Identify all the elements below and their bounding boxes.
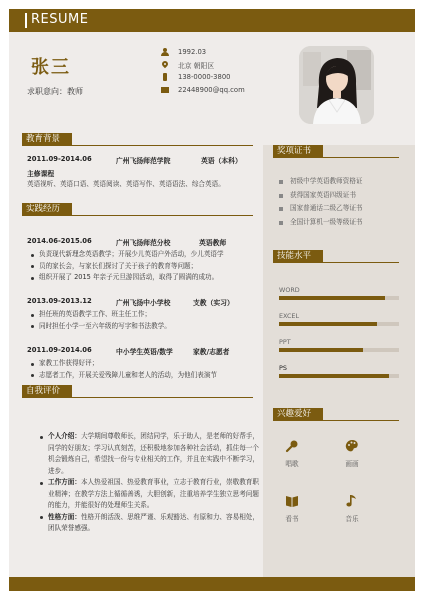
skill-label: PPT bbox=[279, 338, 291, 346]
contact-address bbox=[160, 59, 245, 72]
job-org: 广州飞扬师范分校 bbox=[116, 239, 171, 247]
evaluation-label: 性格方面： bbox=[48, 512, 81, 521]
email-text: 22448900@qq.com bbox=[178, 85, 245, 94]
list-item bbox=[38, 477, 260, 512]
list-item: 国家普通话二级乙等证书 bbox=[277, 202, 363, 216]
section-underline bbox=[22, 397, 253, 398]
skill-level-bar bbox=[279, 374, 389, 378]
section-underline bbox=[22, 145, 253, 146]
job-bullets bbox=[29, 309, 171, 332]
section-title: 教育背景 bbox=[22, 133, 72, 145]
list-item: 初级中学英语教师资格证 bbox=[277, 175, 363, 189]
list-item: 员的家长会，与家长们探讨了关于孩子的教育等问题； bbox=[29, 261, 224, 273]
section-underline bbox=[22, 215, 253, 216]
hobby-label: 画画 bbox=[345, 460, 359, 468]
job-entry-head bbox=[27, 237, 257, 246]
list-item bbox=[38, 512, 260, 535]
resume-page bbox=[9, 9, 415, 591]
job-entry-head bbox=[27, 346, 257, 355]
hobby-singing bbox=[272, 438, 312, 468]
skill-track bbox=[279, 296, 399, 300]
evaluation-label: 工作方面： bbox=[48, 478, 81, 486]
candidate-name: 张三 bbox=[31, 57, 71, 78]
portrait-illustration bbox=[299, 46, 374, 124]
courses-title: 主修课程 bbox=[27, 170, 55, 178]
list-item: 获得国家英语四级证书 bbox=[277, 189, 363, 203]
list-item: 担任班的英语教学工作、班主任工作； bbox=[29, 309, 171, 321]
skill-level-bar bbox=[279, 296, 385, 300]
skill-track bbox=[279, 348, 399, 352]
profile-photo bbox=[299, 46, 374, 124]
hobby-reading bbox=[272, 493, 312, 523]
skill-word bbox=[279, 286, 399, 300]
section-title: 技能水平 bbox=[273, 250, 323, 262]
list-item: 家教工作获得好评； bbox=[29, 358, 217, 370]
list-item bbox=[38, 431, 260, 477]
education-major: 英语（本科） bbox=[201, 157, 242, 165]
hobby-label: 唱歌 bbox=[285, 460, 299, 468]
contact-info bbox=[160, 46, 245, 96]
skill-track bbox=[279, 322, 399, 326]
bottom-banner bbox=[9, 577, 415, 591]
section-underline bbox=[273, 157, 399, 158]
job-role: 家教/志愿者 bbox=[193, 348, 230, 356]
job-entry-head bbox=[27, 297, 257, 306]
list-item: 组织开展了 2015 年亲子元旦游园活动，取得了圆满的成功。 bbox=[29, 272, 224, 284]
certificate-list bbox=[277, 175, 363, 229]
evaluation-text: 大学期间尊敬师长，团结同学，乐于助人，是老师的好帮手，同学的好朋友；学习认真刻苦，还积极地参加各种社会活动，抓住每一个机会锻炼自己，希望找一份与专业相关的工作，并且在实践中不断学习，进步。 bbox=[48, 432, 259, 475]
job-period: 2014.06-2015.06 bbox=[27, 237, 92, 245]
section-title: 自我评价 bbox=[22, 385, 72, 397]
contact-phone bbox=[160, 71, 245, 84]
list-item: 同时担任小学一至六年级的写字和书法教学。 bbox=[29, 321, 171, 333]
evaluation-label: 个人介绍： bbox=[48, 432, 81, 440]
hobby-music bbox=[332, 493, 372, 523]
skill-label: PS bbox=[279, 364, 287, 372]
job-bullets bbox=[29, 249, 224, 284]
section-title: 实践经历 bbox=[22, 203, 72, 215]
job-role: 英语教师 bbox=[199, 239, 227, 247]
list-item: 志愿者工作，开展关爱残障儿童和老人的活动，为他们表演节 bbox=[29, 370, 217, 382]
mail-icon bbox=[160, 86, 170, 94]
education-entry-head bbox=[27, 155, 257, 164]
skill-level-bar bbox=[279, 322, 377, 326]
job-org: 中小学生英语/数学 bbox=[116, 348, 173, 356]
job-role: 支教（实习） bbox=[193, 299, 234, 307]
birth-text: 1992.03 bbox=[178, 48, 207, 57]
job-bullets bbox=[29, 358, 217, 381]
job-period: 2013.09-2013.12 bbox=[27, 297, 92, 305]
education-school: 广州飞扬师范学院 bbox=[116, 157, 171, 165]
skill-ps bbox=[279, 364, 399, 378]
evaluation-text: 性格开朗活泼、思维严谨、乐观豁达、有原和力、容易相处，团队荣誉感强。 bbox=[48, 512, 259, 532]
list-item: 负责现代新理念英语教学；开展少儿英语户外活动，少儿英语学 bbox=[29, 249, 224, 261]
section-title: 兴趣爱好 bbox=[273, 408, 323, 420]
skill-level-bar bbox=[279, 348, 363, 352]
section-underline bbox=[273, 262, 399, 263]
skill-ppt bbox=[279, 338, 399, 352]
evaluation-list bbox=[38, 431, 260, 535]
book-icon bbox=[285, 493, 299, 507]
skill-track bbox=[279, 374, 399, 378]
education-period: 2011.09-2014.06 bbox=[27, 155, 92, 163]
location-pin-icon bbox=[160, 61, 170, 69]
top-banner bbox=[9, 9, 415, 32]
hobby-label: 音乐 bbox=[345, 515, 359, 523]
list-item: 全国计算机一级等级证书 bbox=[277, 216, 363, 230]
phone-icon bbox=[160, 73, 170, 81]
section-title: 奖项证书 bbox=[273, 145, 323, 157]
title-marker bbox=[25, 13, 27, 28]
skill-label: EXCEL bbox=[279, 312, 300, 320]
evaluation-text: 本人热爱祖国、热爱教育事业，立志于教育行业，崇敬教育职业精神；在教学方法上循循善诱，大胆创新，注重培养学生独立思考问题的能力，并能很好的处理师生关系。 bbox=[48, 478, 259, 509]
person-icon bbox=[160, 48, 170, 56]
microphone-icon bbox=[285, 438, 299, 452]
palette-icon bbox=[345, 438, 359, 452]
job-period: 2011.09-2014.06 bbox=[27, 346, 92, 354]
skill-label: WORD bbox=[279, 286, 300, 294]
music-note-icon bbox=[345, 493, 359, 507]
section-underline bbox=[273, 420, 399, 421]
courses-text: 英语视听、英语口语、英语阅读、英语写作、英语语法、综合英语。 bbox=[27, 180, 225, 188]
contact-email bbox=[160, 84, 245, 97]
job-intention: 求职意向：教师 bbox=[27, 87, 83, 96]
resume-title: RESUME bbox=[31, 12, 89, 27]
phone-text: 138-0000-3800 bbox=[178, 73, 231, 82]
contact-birth bbox=[160, 46, 245, 59]
address-text: 北京 朝阳区 bbox=[178, 61, 215, 70]
hobby-painting bbox=[332, 438, 372, 468]
skill-excel bbox=[279, 312, 399, 326]
job-org: 广州飞扬中小学校 bbox=[116, 299, 171, 307]
hobby-label: 看书 bbox=[285, 515, 299, 523]
